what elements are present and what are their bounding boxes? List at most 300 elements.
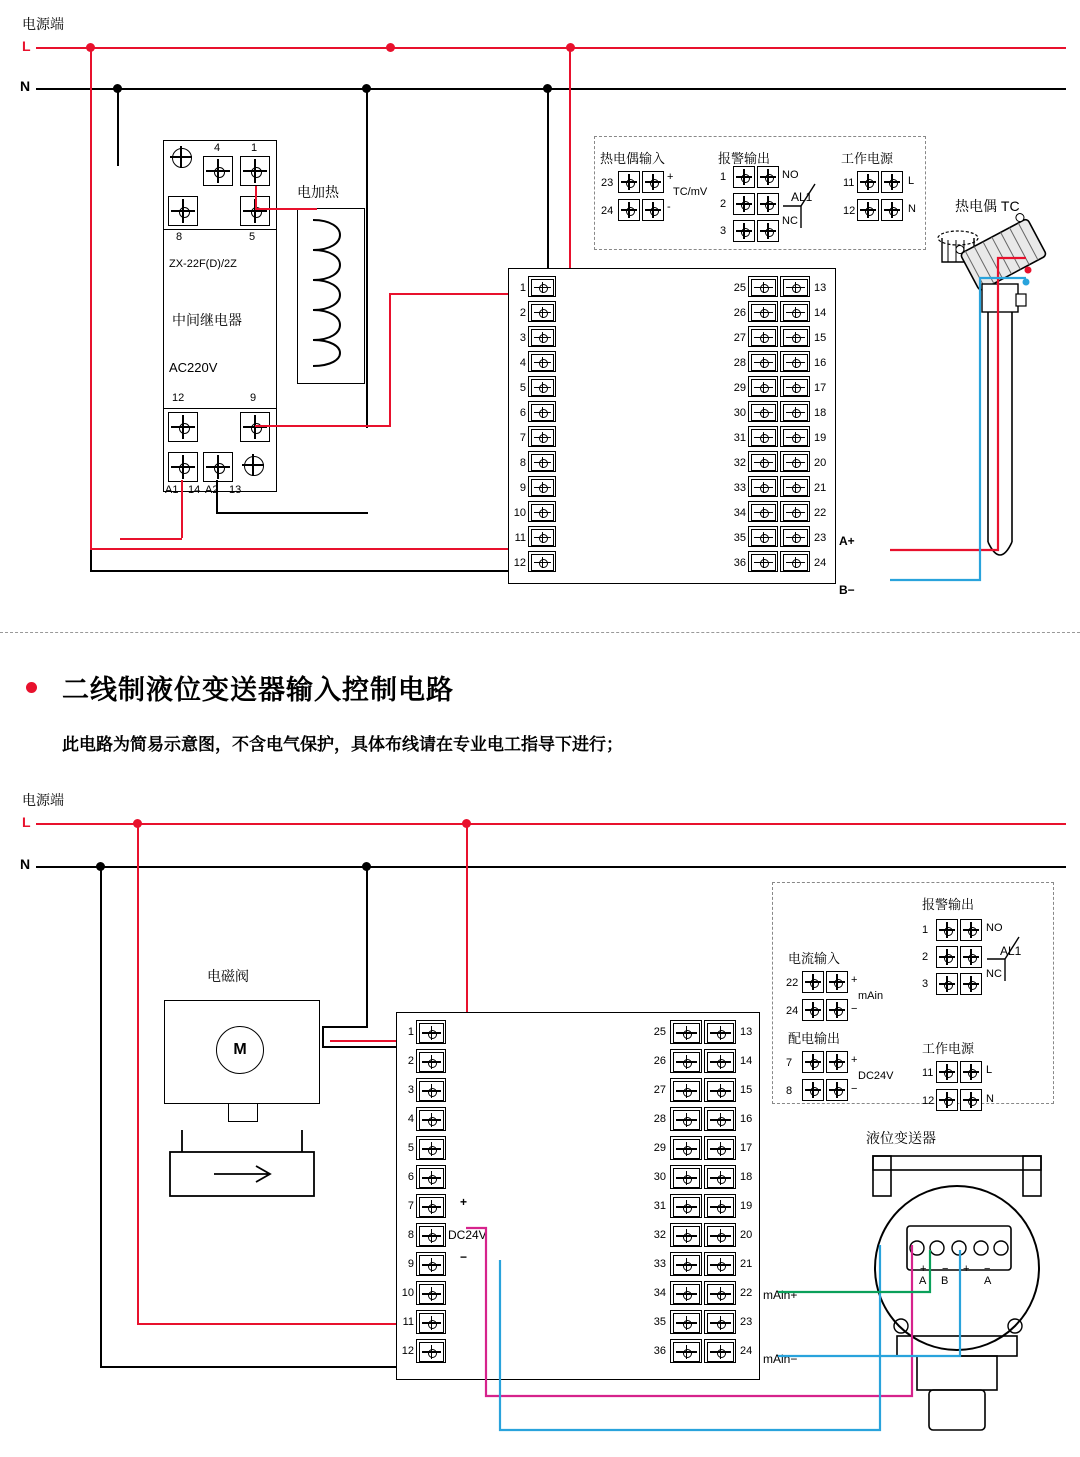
terminal-slot[interactable]: [704, 1020, 736, 1044]
terminal-number: 32: [653, 1229, 666, 1241]
terminal-slot[interactable]: [528, 501, 556, 522]
section-title: 二线制液位变送器输入控制电路: [62, 675, 454, 705]
tc-sign-minus: -: [667, 201, 671, 213]
terminal-screw[interactable]: [751, 279, 776, 296]
alarm2-screw-2: [936, 946, 958, 968]
alarm-contact-icon-1: [779, 176, 819, 238]
power-screw-11: [857, 171, 879, 193]
terminal-number: 23: [814, 532, 827, 544]
tc-screw-24: [618, 199, 640, 221]
terminal-slot[interactable]: [748, 401, 778, 422]
terminal-slot[interactable]: [748, 526, 778, 547]
alarm-screw-1: [733, 166, 755, 188]
power-screw-12b: [881, 199, 903, 221]
section-subtitle: 此电路为简易示意图，不含电气保护，具体布线请在专业电工指导下进行；: [62, 735, 623, 754]
terminal-number: 28: [653, 1113, 666, 1125]
terminal-number: 25: [733, 282, 746, 294]
terminal-screw[interactable]: [783, 329, 808, 346]
alarm-screw-1b: [757, 166, 779, 188]
terminal-slot[interactable]: [528, 276, 556, 297]
terminal-screw[interactable]: [531, 454, 554, 471]
terminal-screw[interactable]: [751, 479, 776, 496]
terminal-slot[interactable]: [780, 401, 810, 422]
terminal-slot[interactable]: [748, 326, 778, 347]
terminal-slot[interactable]: [748, 551, 778, 572]
terminal-screw[interactable]: [419, 1023, 444, 1043]
terminal-number: 4: [407, 1113, 414, 1125]
relay-pin-1: 1: [251, 142, 258, 154]
terminal-screw[interactable]: [531, 529, 554, 546]
terminal-slot[interactable]: [748, 351, 778, 372]
wire2-valve-l: [330, 1040, 398, 1042]
alarm-output-title-2: 报警输出: [922, 897, 975, 912]
valve-motor-label: M: [233, 1041, 247, 1058]
terminal-number: 23: [740, 1316, 753, 1328]
relay-pin-14: 14: [188, 484, 201, 496]
rail-n-2: [36, 866, 1066, 868]
wire-t2: [389, 293, 511, 295]
dc24v-plus-label: +: [460, 1195, 468, 1209]
terminal-number: 6: [407, 1171, 414, 1183]
terminal-screw[interactable]: [531, 479, 554, 496]
transmitter-pin-letter-a2: A: [984, 1275, 992, 1287]
tc-input-title: 热电偶输入: [600, 151, 666, 166]
terminal-number: 15: [740, 1084, 753, 1096]
terminal-number: 21: [814, 482, 827, 494]
terminal-number: 15: [814, 332, 827, 344]
terminal-screw[interactable]: [751, 554, 776, 571]
terminal-slot[interactable]: [748, 426, 778, 447]
terminal-slot[interactable]: [528, 551, 556, 572]
tc-terminal-23: 23: [601, 177, 614, 189]
terminal-number: 13: [740, 1026, 753, 1038]
terminal-slot[interactable]: [780, 426, 810, 447]
power-terminal-12: 12: [843, 205, 856, 217]
power-screw-12: [857, 199, 879, 221]
terminal-number: 34: [733, 507, 746, 519]
relay-screw-blank: [168, 144, 194, 170]
transmitter-pin-2: −: [942, 1263, 949, 1275]
terminal-screw[interactable]: [751, 329, 776, 346]
terminal-screw[interactable]: [751, 504, 776, 521]
terminal-number: 19: [740, 1200, 753, 1212]
terminal-number: 26: [653, 1055, 666, 1067]
terminal-screw[interactable]: [531, 279, 554, 296]
terminal-number: 8: [407, 1229, 414, 1241]
terminal-screw[interactable]: [751, 429, 776, 446]
terminal-number: 12: [401, 1345, 414, 1357]
heater-coil-icon: [303, 214, 363, 374]
tc-screw-24b: [642, 199, 664, 221]
terminal-screw[interactable]: [783, 504, 808, 521]
terminal-number: 35: [653, 1316, 666, 1328]
terminal-screw[interactable]: [419, 1284, 444, 1304]
terminal-number: 1: [407, 1026, 414, 1038]
alarm2-terminal-1: 1: [922, 924, 929, 936]
terminal-screw[interactable]: [531, 554, 554, 571]
alarm2-screw-3: [936, 973, 958, 995]
terminal-number: 30: [653, 1171, 666, 1183]
terminal-slot[interactable]: [748, 476, 778, 497]
alarm-name-2: AL1: [1000, 944, 1022, 958]
terminal-number: 20: [814, 457, 827, 469]
heater-label: 电加热: [297, 184, 339, 200]
terminal-number: 29: [653, 1142, 666, 1154]
current-sign-minus: −: [851, 1003, 858, 1015]
terminal-slot[interactable]: [528, 426, 556, 447]
terminal-screw[interactable]: [751, 454, 776, 471]
transmitter-pin-letter-b: B: [941, 1275, 949, 1287]
alarm2-screw-1: [936, 919, 958, 941]
alarm2-nc-label: NC: [986, 968, 1002, 980]
terminal-screw[interactable]: [419, 1313, 444, 1333]
terminal-number: 13: [814, 282, 827, 294]
wire2-n-to-t12: [100, 1366, 396, 1368]
terminal-number: 12: [513, 557, 526, 569]
terminal-slot[interactable]: [780, 376, 810, 397]
terminal-screw[interactable]: [783, 379, 808, 396]
rail-l-1: [36, 47, 1066, 49]
tc-screw-23: [618, 171, 640, 193]
alarm2-screw-3b: [960, 973, 982, 995]
wire-relay-branch: [366, 88, 368, 428]
wire-a2-down: [216, 480, 218, 514]
current-input-title: 电流输入: [788, 951, 841, 966]
wire-label-b-minus: B−: [839, 583, 855, 597]
alarm-screw-3b: [757, 220, 779, 242]
terminal-slot[interactable]: [528, 401, 556, 422]
terminal-number: 7: [407, 1200, 414, 1212]
terminal-screw[interactable]: [419, 1110, 444, 1130]
terminal-screw[interactable]: [751, 379, 776, 396]
wire2-l-to-t11: [137, 1323, 396, 1325]
terminal-slot[interactable]: [748, 276, 778, 297]
terminal-slot[interactable]: [528, 476, 556, 497]
terminal-number: 24: [814, 557, 827, 569]
wire2-valve-link: [322, 1026, 324, 1046]
dist-sign-plus: +: [851, 1054, 858, 1066]
terminal-number: 3: [407, 1084, 414, 1096]
terminal-slot[interactable]: [528, 326, 556, 347]
terminal-number: 36: [733, 557, 746, 569]
alarm2-screw-2b: [960, 946, 982, 968]
wire-heater-top: [255, 208, 317, 210]
wire-l-down: [90, 47, 92, 550]
terminal-screw[interactable]: [419, 1081, 444, 1101]
terminal-number: 30: [733, 407, 746, 419]
power-source-label-2: 电源端: [22, 792, 64, 808]
terminal-slot[interactable]: [780, 276, 810, 297]
power2-terminal-12: 12: [922, 1095, 935, 1107]
terminal-slot[interactable]: [748, 376, 778, 397]
wire2-valve-n3: [322, 1046, 398, 1048]
dist-terminal-8: 8: [786, 1085, 793, 1097]
terminal-number: 2: [407, 1055, 414, 1067]
terminal-number: 18: [814, 407, 827, 419]
terminal-screw[interactable]: [531, 354, 554, 371]
terminal-slot[interactable]: [748, 301, 778, 322]
terminal-number: 17: [814, 382, 827, 394]
relay-pin-4: 4: [214, 142, 221, 154]
alarm2-screw-1b: [960, 919, 982, 941]
transmitter-pin-3: +: [963, 1263, 970, 1275]
dist-sign-minus: −: [851, 1083, 858, 1095]
terminal-screw[interactable]: [531, 504, 554, 521]
transmitter-label: 液位变送器: [866, 1130, 936, 1146]
terminal-number: 34: [653, 1287, 666, 1299]
relay-pin-5: 5: [249, 231, 256, 243]
terminal-number: 11: [402, 1316, 414, 1328]
terminal-slot[interactable]: [780, 451, 810, 472]
junction-dot: [386, 43, 395, 52]
terminal-slot[interactable]: [780, 476, 810, 497]
wire-to-t2: [389, 293, 391, 427]
dc24v-minus-label: −: [460, 1250, 468, 1264]
relay-voltage: AC220V: [169, 360, 218, 375]
terminal-slot[interactable]: [416, 1252, 446, 1276]
current-terminal-22: 22: [786, 977, 799, 989]
terminal-screw[interactable]: [419, 1139, 444, 1159]
terminal-number: 10: [513, 507, 526, 519]
terminal-number: 35: [733, 532, 746, 544]
terminal-number: 6: [519, 407, 526, 419]
line-l-label-2: L: [22, 814, 31, 830]
line-l-label-1: L: [22, 38, 31, 54]
alarm-output-title-1: 报警输出: [718, 151, 771, 166]
terminal-number: 26: [733, 307, 746, 319]
terminal-slot[interactable]: [416, 1310, 446, 1334]
terminal-number: 2: [519, 307, 526, 319]
dist-value-label: DC24V: [858, 1070, 894, 1082]
line-n-label-2: N: [20, 856, 31, 872]
current-screw-22b: [826, 971, 848, 993]
power-source-label-1: 电源端: [22, 16, 64, 32]
alarm-contact-icon-2: [983, 929, 1023, 991]
terminal-screw[interactable]: [783, 529, 808, 546]
current-sign-plus: +: [851, 974, 858, 986]
alarm-terminal-3: 3: [720, 225, 727, 237]
terminal-slot[interactable]: [748, 501, 778, 522]
wire2-l-down: [137, 823, 139, 1323]
alarm-no-label-1: NO: [782, 169, 799, 181]
terminal-screw[interactable]: [783, 404, 808, 421]
terminal-slot[interactable]: [416, 1339, 446, 1363]
relay-name: 中间继电器: [172, 312, 242, 328]
wire-a2-right: [216, 512, 368, 514]
wire2-valve-n: [366, 866, 368, 1026]
terminal-screw[interactable]: [783, 354, 808, 371]
alarm-name-1: AL1: [791, 190, 813, 204]
current-screw-22: [802, 971, 824, 993]
terminal-screw[interactable]: [783, 304, 808, 321]
alarm2-terminal-3: 3: [922, 978, 929, 990]
wire-l-branch2: [569, 47, 571, 281]
terminal-number: 7: [519, 432, 526, 444]
dist-terminal-7: 7: [786, 1057, 793, 1069]
wire2-n-down: [100, 866, 102, 1366]
alarm-screw-2b: [757, 193, 779, 215]
terminal-slot[interactable]: [416, 1020, 446, 1044]
power-screw-11b: [881, 171, 903, 193]
terminal-screw[interactable]: [419, 1052, 444, 1072]
terminal-screw[interactable]: [531, 429, 554, 446]
relay-screw-4: [203, 156, 233, 186]
wire-n-relay: [117, 88, 119, 166]
relay-pin-9: 9: [250, 392, 257, 404]
terminal-number: 27: [733, 332, 746, 344]
tc-terminal-24: 24: [601, 205, 614, 217]
tc-sign-plus: +: [667, 171, 674, 183]
transmitter-pin-1: +: [920, 1263, 927, 1275]
terminal-screw[interactable]: [783, 429, 808, 446]
terminal-screw[interactable]: [419, 1226, 444, 1246]
terminal-number: 22: [740, 1287, 753, 1299]
dist-output-title: 配电输出: [788, 1031, 841, 1046]
work-power-title-1: 工作电源: [841, 151, 894, 166]
terminal-number: 33: [653, 1258, 666, 1270]
terminal-slot[interactable]: [748, 451, 778, 472]
terminal-number: 33: [733, 482, 746, 494]
relay-screw-blank2: [240, 452, 266, 478]
alarm-screw-3: [733, 220, 755, 242]
terminal-slot[interactable]: [528, 376, 556, 397]
terminal-slot[interactable]: [780, 551, 810, 572]
terminal-screw[interactable]: [751, 404, 776, 421]
title-bullet: [26, 682, 37, 693]
terminal-screw[interactable]: [707, 1023, 734, 1043]
wire-n-to-t12: [90, 570, 508, 572]
terminal-slot[interactable]: [780, 301, 810, 322]
terminal-number: 1: [519, 282, 526, 294]
main-minus-label: mAin−: [763, 1352, 798, 1366]
terminal-screw[interactable]: [673, 1023, 700, 1043]
wire-label-a-plus: A+: [839, 534, 855, 548]
valve-flow-icon: [164, 1122, 320, 1218]
power2-sign-l: L: [986, 1064, 993, 1076]
terminal-number: 14: [740, 1055, 753, 1067]
terminal-screw[interactable]: [751, 304, 776, 321]
line-n-label-1: N: [20, 78, 31, 94]
terminal-number: 10: [401, 1287, 414, 1299]
relay-screw-8: [168, 196, 198, 226]
wire-relay-to-heater: [255, 186, 257, 208]
rail-l-2: [36, 823, 1066, 825]
alarm2-terminal-2: 2: [922, 951, 929, 963]
terminal-number: 5: [407, 1142, 414, 1154]
work-power-title-2: 工作电源: [922, 1041, 975, 1056]
power-sign-l-1: L: [908, 175, 915, 187]
terminal-number: 4: [519, 357, 526, 369]
terminal-slot[interactable]: [780, 326, 810, 347]
terminal-number: 21: [740, 1258, 753, 1270]
terminal-slot[interactable]: [416, 1165, 446, 1189]
terminal-number: 31: [733, 432, 746, 444]
terminal-screw[interactable]: [783, 479, 808, 496]
terminal-screw[interactable]: [783, 554, 808, 571]
terminal-slot[interactable]: [416, 1078, 446, 1102]
terminal-slot[interactable]: [670, 1020, 702, 1044]
terminal-slot[interactable]: [780, 351, 810, 372]
terminal-slot[interactable]: [780, 526, 810, 547]
terminal-number: 8: [519, 457, 526, 469]
current-screw-24b: [826, 999, 848, 1021]
terminal-slot[interactable]: [528, 526, 556, 547]
terminal-number: 16: [740, 1113, 753, 1125]
power-terminal-11: 11: [843, 177, 855, 189]
relay-pin-a1: A1: [165, 484, 179, 496]
section-divider: [0, 632, 1080, 633]
current-screw-24: [802, 999, 824, 1021]
terminal-number: 3: [519, 332, 526, 344]
wire-a1-left: [120, 538, 182, 540]
terminal-screw[interactable]: [419, 1197, 444, 1217]
terminal-slot[interactable]: [528, 301, 556, 322]
terminal-number: 36: [653, 1345, 666, 1357]
terminal-number: 20: [740, 1229, 753, 1241]
terminal-screw[interactable]: [751, 354, 776, 371]
terminal-screw[interactable]: [751, 529, 776, 546]
tc-mv-label: TC/mV: [673, 186, 708, 198]
relay-pin-13: 13: [229, 484, 242, 496]
terminal-slot[interactable]: [416, 1049, 446, 1073]
terminal-slot[interactable]: [528, 351, 556, 372]
terminal-screw[interactable]: [531, 404, 554, 421]
terminal-slot[interactable]: [416, 1107, 446, 1131]
valve-label: 电磁阀: [207, 968, 249, 984]
relay-screw-12: [168, 412, 198, 442]
terminal-slot[interactable]: [416, 1136, 446, 1160]
terminal-screw[interactable]: [531, 379, 554, 396]
power2-terminal-11: 11: [922, 1067, 934, 1079]
terminal-number: 27: [653, 1084, 666, 1096]
terminal-screw[interactable]: [531, 304, 554, 321]
terminal-screw[interactable]: [419, 1255, 444, 1275]
alarm-terminal-1: 1: [720, 171, 727, 183]
valve-neck: [228, 1104, 258, 1122]
terminal-screw[interactable]: [783, 279, 808, 296]
terminal-number: 5: [519, 382, 526, 394]
relay-screw-9: [240, 412, 270, 442]
terminal-slot[interactable]: [416, 1194, 446, 1218]
terminal-screw[interactable]: [419, 1342, 444, 1362]
terminal-number: 17: [740, 1142, 753, 1154]
relay-model: ZX-22F(D)/2Z: [169, 258, 237, 270]
terminal-slot[interactable]: [528, 451, 556, 472]
terminal-screw[interactable]: [419, 1168, 444, 1188]
dc24v-label: DC24V: [448, 1228, 487, 1242]
terminal-number: 28: [733, 357, 746, 369]
terminal-slot[interactable]: [416, 1223, 446, 1247]
alarm-screw-2: [733, 193, 755, 215]
terminal-number: 16: [814, 357, 827, 369]
alarm-terminal-2: 2: [720, 198, 727, 210]
terminal-slot[interactable]: [416, 1281, 446, 1305]
wire-relay9-right: [255, 425, 391, 427]
transmitter-wires: [460, 1057, 1080, 1457]
transmitter-pin-4: −: [984, 1263, 991, 1275]
terminal-number: 14: [814, 307, 827, 319]
terminal-slot[interactable]: [780, 501, 810, 522]
transmitter-pin-letter-a: A: [919, 1275, 927, 1287]
terminal-screw[interactable]: [531, 329, 554, 346]
relay-screw-a1: [168, 452, 198, 482]
relay-screw-1: [240, 156, 270, 186]
terminal-number: 31: [653, 1200, 666, 1212]
terminal-screw[interactable]: [783, 454, 808, 471]
wire2-valve-n2: [322, 1026, 368, 1028]
terminal-number: 9: [407, 1258, 414, 1270]
valve-motor-icon: [216, 1026, 264, 1074]
